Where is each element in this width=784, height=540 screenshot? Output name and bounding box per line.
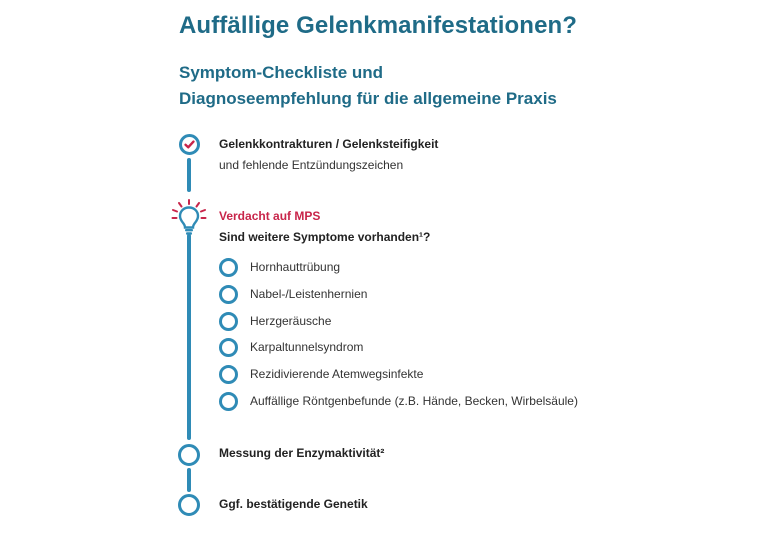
step-1-subtitle: und fehlende Entzündungszeichen (219, 158, 404, 172)
step-3-title: Messung der Enzymaktivität² (219, 446, 385, 460)
symptom-item[interactable] (219, 337, 363, 357)
symptom-label: Herzgeräusche (250, 314, 332, 328)
step-4-title: Ggf. bestätigende Genetik (219, 497, 368, 511)
subtitle-line-1: Symptom-Checkliste und (179, 63, 384, 82)
symptom-label: Nabel-/Leistenhernien (250, 287, 368, 301)
page-subtitle (179, 60, 557, 112)
symptom-item[interactable] (219, 257, 340, 277)
checkbox-circle-icon[interactable] (219, 392, 238, 411)
step-2-question: Sind weitere Symptome vorhanden¹? (219, 230, 431, 244)
subtitle-line-2: Diagnoseempfehlung für die allgemeine Praxis (179, 89, 557, 108)
timeline-connector-2 (187, 234, 191, 440)
checkbox-circle-icon[interactable] (219, 365, 238, 384)
step-1-title: Gelenkkontrakturen / Gelenksteifigkeit (219, 137, 439, 151)
check-circle-icon (179, 134, 200, 155)
checkbox-circle-icon[interactable] (219, 285, 238, 304)
checkmark-icon (183, 138, 196, 151)
symptom-label: Auffällige Röntgenbefunde (z.B. Hände, Becken, Wirbelsäule) (250, 394, 578, 408)
timeline-connector-3 (187, 468, 191, 492)
checkbox-circle-icon[interactable] (219, 338, 238, 357)
timeline-connector-1 (187, 158, 191, 192)
mps-suspicion-label: Verdacht auf MPS (219, 209, 321, 223)
symptom-item[interactable] (219, 364, 423, 384)
symptom-item[interactable] (219, 311, 331, 331)
symptom-item[interactable] (219, 391, 578, 411)
lightbulb-icon (171, 199, 207, 237)
step-3-circle-icon (178, 444, 200, 466)
step-4-circle-icon (178, 494, 200, 516)
checkbox-circle-icon[interactable] (219, 312, 238, 331)
checkbox-circle-icon[interactable] (219, 258, 238, 277)
symptom-label: Hornhauttrübung (250, 260, 341, 274)
page-title: Auffällige Gelenkmanifestationen? (179, 12, 578, 39)
symptom-item[interactable] (219, 284, 367, 304)
symptom-label: Rezidivierende Atemwegsinfekte (250, 367, 424, 381)
symptom-label: Karpaltunnelsyndrom (250, 340, 364, 354)
